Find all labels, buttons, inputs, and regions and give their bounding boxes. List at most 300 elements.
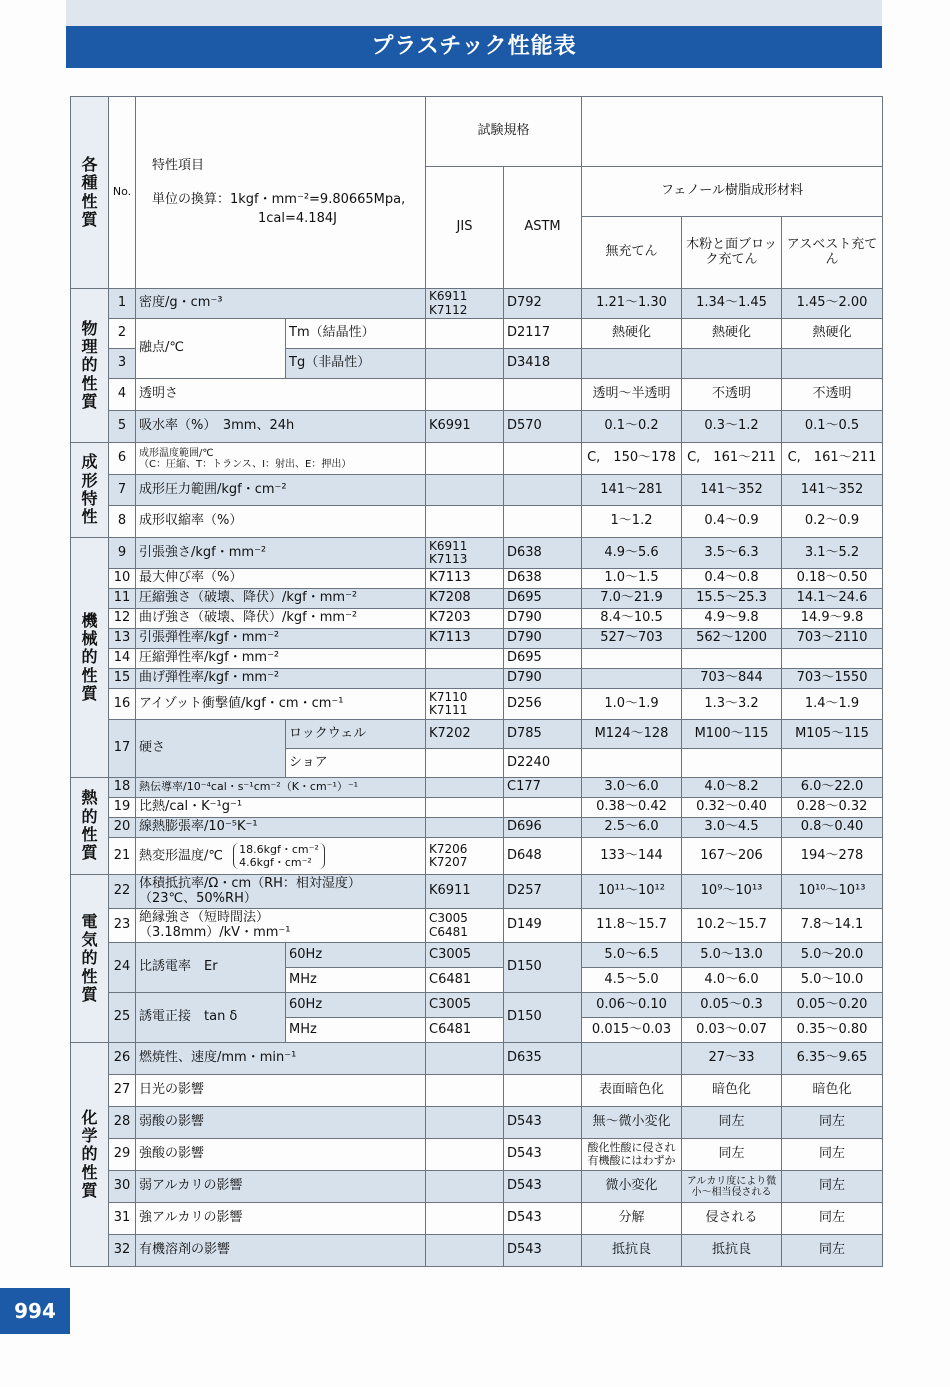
row-astm: D543	[504, 1107, 582, 1139]
value-col1: 分解	[582, 1203, 682, 1235]
value-col2: 1.34～1.45	[682, 289, 782, 319]
property-label: 特性項目	[152, 158, 205, 174]
row-no: 17	[109, 720, 136, 778]
value-col3: 703～2110	[782, 629, 883, 649]
row-astm: D2117	[504, 319, 582, 349]
row-astm: D695	[504, 589, 582, 609]
row-label: 熱伝導率/10⁻⁴cal・s⁻¹cm⁻²（K・cm⁻¹）⁻¹	[136, 778, 426, 798]
row-jis: K7113	[426, 629, 504, 649]
row-label: 曲げ弾性率/kgf・mm⁻²	[136, 669, 426, 689]
table-row	[71, 443, 883, 475]
row-jis	[426, 349, 504, 379]
value-col2: 同左	[682, 1139, 782, 1171]
row-label-line1: 絶縁強さ（短時間法）	[139, 910, 270, 926]
table-row	[71, 289, 883, 319]
load-condition-1: 18.6kgf・cm⁻²	[239, 842, 319, 856]
row-no: 16	[109, 689, 136, 720]
row-jis	[426, 1235, 504, 1267]
value-col3: 0.28～0.32	[782, 798, 883, 818]
row-astm: D149	[504, 909, 582, 943]
table-row	[71, 1107, 883, 1139]
value-col3: 同左	[782, 1107, 883, 1139]
value-col1: M124～128	[582, 720, 682, 749]
value-col1	[582, 749, 682, 778]
value-col1: 透明～半透明	[582, 379, 682, 411]
value-col2: 0.4～0.8	[682, 569, 782, 589]
row-no: 8	[109, 506, 136, 538]
value-col1: C, 150～178	[582, 443, 682, 475]
row-label: アイゾット衝撃値/kgf・cm・cm⁻¹	[136, 689, 426, 720]
row-no: 26	[109, 1043, 136, 1075]
row-no: 4	[109, 379, 136, 411]
row-label: 圧縮強さ（破壊、降伏）/kgf・mm⁻²	[136, 589, 426, 609]
row-label-line2: （C：圧縮、T：トランス、I：射出、E：押出）	[139, 458, 352, 470]
value-col3: 0.2～0.9	[782, 506, 883, 538]
value-col2: 27～33	[682, 1043, 782, 1075]
value-col2: 0.03～0.07	[682, 1018, 782, 1043]
header-test-standard: 試験規格	[426, 97, 582, 167]
row-astm: D570	[504, 411, 582, 443]
row-astm	[504, 443, 582, 475]
row-no: 10	[109, 569, 136, 589]
table-row	[71, 629, 883, 649]
row-astm: D790	[504, 609, 582, 629]
table-row	[71, 689, 883, 720]
value-col1: 5.0～6.5	[582, 943, 682, 968]
value-col1	[582, 1043, 682, 1075]
value-col1: 1.0～1.9	[582, 689, 682, 720]
row-label-line1: 成形温度範囲/℃	[139, 447, 214, 459]
table-row	[71, 609, 883, 629]
table-row	[71, 778, 883, 798]
row-label: 最大伸び率（%）	[136, 569, 426, 589]
row-sublabel: 60Hz	[286, 943, 426, 968]
header-jis: JIS	[426, 167, 504, 289]
value-col2: 562～1200	[682, 629, 782, 649]
category-physical: 物理的性質	[71, 289, 109, 443]
row-astm: D648	[504, 838, 582, 875]
header-no: No.	[109, 97, 136, 289]
table-row	[71, 1203, 883, 1235]
row-label: 日光の影響	[136, 1075, 426, 1107]
row-label: 透明さ	[136, 379, 426, 411]
row-no: 32	[109, 1235, 136, 1267]
value-col3: 703～1550	[782, 669, 883, 689]
row-astm: D543	[504, 1235, 582, 1267]
row-no: 1	[109, 289, 136, 319]
table-row	[71, 1171, 883, 1203]
row-jis: K7203	[426, 609, 504, 629]
table-row	[71, 818, 883, 838]
row-label: 誘電正接 tan δ	[136, 993, 286, 1043]
value-col1: 1.21～1.30	[582, 289, 682, 319]
value-col3: 1.45～2.00	[782, 289, 883, 319]
value-col1: 微小変化	[582, 1171, 682, 1203]
value-col3: 同左	[782, 1203, 883, 1235]
value-col3: 同左	[782, 1235, 883, 1267]
row-astm	[504, 475, 582, 506]
value-col3: 不透明	[782, 379, 883, 411]
row-no: 18	[109, 778, 136, 798]
value-col2: 抵抗良	[682, 1235, 782, 1267]
value-col1: 酸化性酸に侵され有機酸にはわずか	[582, 1139, 682, 1171]
row-label: 強アルカリの影響	[136, 1203, 426, 1235]
row-sublabel: ロックウェル	[286, 720, 426, 749]
table-row	[71, 589, 883, 609]
row-jis: C6481	[426, 968, 504, 993]
row-no: 7	[109, 475, 136, 506]
row-astm: D638	[504, 538, 582, 569]
row-no: 14	[109, 649, 136, 669]
load-conditions	[233, 843, 325, 869]
row-label-text: 熱変形温度/℃	[139, 848, 223, 864]
row-label-line2: （23℃、50%RH）	[139, 890, 257, 906]
page-title: プラスチック性能表	[66, 26, 882, 68]
row-jis: C3005	[426, 943, 504, 968]
row-astm: D256	[504, 689, 582, 720]
table-row	[71, 720, 883, 749]
value-col2: アルカリ度により微小～相当侵される	[682, 1171, 782, 1203]
table-row	[71, 943, 883, 968]
value-col2: 侵される	[682, 1203, 782, 1235]
value-col2: C, 161～211	[682, 443, 782, 475]
row-jis	[426, 1075, 504, 1107]
row-astm: D785	[504, 720, 582, 749]
table-row	[71, 506, 883, 538]
value-col1: 133～144	[582, 838, 682, 875]
row-label: 硬さ	[136, 720, 286, 778]
value-col2: 熱硬化	[682, 319, 782, 349]
value-col1: 7.0～21.9	[582, 589, 682, 609]
value-col1: 8.4～10.5	[582, 609, 682, 629]
value-col1: 1～1.2	[582, 506, 682, 538]
row-jis	[426, 379, 504, 411]
row-label: 燃焼性、速度/mm・min⁻¹	[136, 1043, 426, 1075]
row-no: 11	[109, 589, 136, 609]
value-col3: 0.1～0.5	[782, 411, 883, 443]
table-row	[71, 1139, 883, 1171]
row-no: 20	[109, 818, 136, 838]
value-col2: 5.0～13.0	[682, 943, 782, 968]
row-label	[136, 875, 426, 909]
table-row	[71, 379, 883, 411]
row-jis: K6991	[426, 411, 504, 443]
value-col3: 熱硬化	[782, 319, 883, 349]
value-col2: 3.0～4.5	[682, 818, 782, 838]
row-jis	[426, 669, 504, 689]
row-no: 9	[109, 538, 136, 569]
row-label: 曲げ強さ（破壊、降伏）/kgf・mm⁻²	[136, 609, 426, 629]
value-col1: 0.015～0.03	[582, 1018, 682, 1043]
row-jis	[426, 475, 504, 506]
value-col1: 抵抗良	[582, 1235, 682, 1267]
row-no: 28	[109, 1107, 136, 1139]
row-astm: D638	[504, 569, 582, 589]
row-no: 19	[109, 798, 136, 818]
value-col3: M105～115	[782, 720, 883, 749]
table-row	[71, 1235, 883, 1267]
value-col3: 10¹⁰～10¹³	[782, 875, 883, 909]
row-astm: D790	[504, 629, 582, 649]
row-jis	[426, 778, 504, 798]
value-col1: 4.5～5.0	[582, 968, 682, 993]
value-col3: 同左	[782, 1171, 883, 1203]
value-col3: 1.4～1.9	[782, 689, 883, 720]
table-row	[71, 669, 883, 689]
category-thermal: 熱的性質	[71, 778, 109, 875]
header-category: 各種性質	[71, 97, 109, 289]
value-col1: 527～703	[582, 629, 682, 649]
value-col2: 3.5～6.3	[682, 538, 782, 569]
value-col1: 熱硬化	[582, 319, 682, 349]
value-col2: 不透明	[682, 379, 782, 411]
value-col2: 4.0～6.0	[682, 968, 782, 993]
row-astm: D257	[504, 875, 582, 909]
value-col1: 0.1～0.2	[582, 411, 682, 443]
row-label-line2: （3.18mm）/kV・mm⁻¹	[139, 924, 291, 940]
table-row	[71, 475, 883, 506]
value-col3: 0.05～0.20	[782, 993, 883, 1018]
value-col1: 0.06～0.10	[582, 993, 682, 1018]
value-col1: 2.5～6.0	[582, 818, 682, 838]
value-col2: 0.05～0.3	[682, 993, 782, 1018]
row-no: 21	[109, 838, 136, 875]
row-label: 比誘電率 Er	[136, 943, 286, 993]
header-blank	[582, 97, 883, 167]
row-no: 30	[109, 1171, 136, 1203]
value-col2: 1.3～3.2	[682, 689, 782, 720]
header-astm: ASTM	[504, 167, 582, 289]
row-label: 融点/℃	[136, 319, 286, 379]
row-label: 引張弾性率/kgf・mm⁻²	[136, 629, 426, 649]
table-row	[71, 798, 883, 818]
value-col1: 10¹¹～10¹²	[582, 875, 682, 909]
value-col1: 表面暗色化	[582, 1075, 682, 1107]
value-col3	[782, 749, 883, 778]
table-row	[71, 538, 883, 569]
value-col3: 0.35～0.80	[782, 1018, 883, 1043]
header-col1: 無充てん	[582, 217, 682, 289]
row-jis: K6911	[426, 875, 504, 909]
header-col2: 木粉と面ブロック充てん	[682, 217, 782, 289]
value-col1: 3.0～6.0	[582, 778, 682, 798]
row-label	[136, 909, 426, 943]
row-no: 27	[109, 1075, 136, 1107]
table-row	[71, 411, 883, 443]
row-label: 吸水率（%） 3mm、24h	[136, 411, 426, 443]
value-col3: 6.35～9.65	[782, 1043, 883, 1075]
row-astm: D790	[504, 669, 582, 689]
row-astm: D543	[504, 1171, 582, 1203]
row-jis: K7113	[426, 569, 504, 589]
value-col2: 0.4～0.9	[682, 506, 782, 538]
row-label: 圧縮弾性率/kgf・mm⁻²	[136, 649, 426, 669]
value-col3: 194～278	[782, 838, 883, 875]
row-sublabel: 60Hz	[286, 993, 426, 1018]
row-jis: K7208	[426, 589, 504, 609]
value-col3: 14.1～24.6	[782, 589, 883, 609]
unit-conversion-2: 1cal=4.184J	[258, 211, 337, 227]
value-col1	[582, 669, 682, 689]
value-col2: 4.9～9.8	[682, 609, 782, 629]
row-sublabel: Tg（非晶性）	[286, 349, 426, 379]
table-row	[71, 909, 883, 943]
table-row	[71, 875, 883, 909]
value-col2: 15.5～25.3	[682, 589, 782, 609]
row-jis	[426, 1171, 504, 1203]
row-jis: C6481	[426, 1018, 504, 1043]
row-no: 23	[109, 909, 136, 943]
value-col2: 10⁹～10¹³	[682, 875, 782, 909]
row-jis	[426, 443, 504, 475]
value-col2: 0.3～1.2	[682, 411, 782, 443]
row-jis: K7202	[426, 720, 504, 749]
row-jis: K6911 K7112	[426, 289, 504, 319]
value-col1: 11.8～15.7	[582, 909, 682, 943]
row-sublabel: Tm（結晶性）	[286, 319, 426, 349]
row-label-line1: 体積抵抗率/Ω・cm（RH：相対湿度）	[139, 876, 361, 892]
table-row	[71, 649, 883, 669]
row-label: 強酸の影響	[136, 1139, 426, 1171]
header-material-group: フェノール樹脂成形材料	[582, 167, 883, 217]
row-astm: C177	[504, 778, 582, 798]
row-astm: D3418	[504, 349, 582, 379]
value-col3: 6.0～22.0	[782, 778, 883, 798]
row-no: 12	[109, 609, 136, 629]
value-col2	[682, 649, 782, 669]
value-col3: 141～352	[782, 475, 883, 506]
category-molding: 成形特性	[71, 443, 109, 538]
row-label: 比熱/cal・K⁻¹g⁻¹	[136, 798, 426, 818]
value-col2: 10.2～15.7	[682, 909, 782, 943]
table-row	[71, 993, 883, 1018]
row-astm	[504, 506, 582, 538]
row-jis	[426, 798, 504, 818]
row-jis	[426, 506, 504, 538]
header-col3: アスベスト充てん	[782, 217, 883, 289]
row-jis: K6911 K7113	[426, 538, 504, 569]
row-no: 22	[109, 875, 136, 909]
value-col3: 14.9～9.8	[782, 609, 883, 629]
value-col2: 167～206	[682, 838, 782, 875]
row-label: 線熱膨張率/10⁻⁵K⁻¹	[136, 818, 426, 838]
value-col3: 0.8～0.40	[782, 818, 883, 838]
top-band	[66, 0, 882, 26]
footnote-area	[70, 1268, 880, 1278]
table-row	[71, 838, 883, 875]
value-col3: 5.0～20.0	[782, 943, 883, 968]
value-col3: 7.8～14.1	[782, 909, 883, 943]
value-col2: 暗色化	[682, 1075, 782, 1107]
value-col3: 暗色化	[782, 1075, 883, 1107]
row-label: 有機溶剤の影響	[136, 1235, 426, 1267]
row-astm: D150	[504, 993, 582, 1043]
value-col2: M100～115	[682, 720, 782, 749]
value-col1	[582, 349, 682, 379]
value-col2: 同左	[682, 1107, 782, 1139]
row-label: 成形圧力範囲/kgf・cm⁻²	[136, 475, 426, 506]
table-row	[71, 1043, 883, 1075]
value-col2: 0.32～0.40	[682, 798, 782, 818]
row-astm: D635	[504, 1043, 582, 1075]
value-col1: 4.9～5.6	[582, 538, 682, 569]
value-col2	[682, 749, 782, 778]
header-property	[136, 97, 426, 289]
value-col3: 同左	[782, 1139, 883, 1171]
table-row	[71, 1075, 883, 1107]
row-jis	[426, 818, 504, 838]
row-no: 5	[109, 411, 136, 443]
unit-conversion-1: 単位の換算：1kgf・mm⁻²=9.80665Mpa,	[152, 191, 406, 207]
row-no: 3	[109, 349, 136, 379]
row-no: 24	[109, 943, 136, 993]
row-astm	[504, 379, 582, 411]
row-jis	[426, 749, 504, 778]
value-col3: 3.1～5.2	[782, 538, 883, 569]
plastics-performance-table	[70, 96, 883, 1267]
row-jis	[426, 319, 504, 349]
row-astm: D696	[504, 818, 582, 838]
value-col2	[682, 349, 782, 379]
value-col2: 4.0～8.2	[682, 778, 782, 798]
row-label: 引張強さ/kgf・mm⁻²	[136, 538, 426, 569]
row-sublabel: MHz	[286, 968, 426, 993]
value-col3: C, 161～211	[782, 443, 883, 475]
row-astm	[504, 798, 582, 818]
row-astm: D695	[504, 649, 582, 669]
row-jis	[426, 1107, 504, 1139]
value-col1: 0.38～0.42	[582, 798, 682, 818]
row-no: 29	[109, 1139, 136, 1171]
row-no: 15	[109, 669, 136, 689]
row-jis	[426, 1139, 504, 1171]
value-col1: 無～微小変化	[582, 1107, 682, 1139]
row-jis: K7110 K7111	[426, 689, 504, 720]
table-row	[71, 319, 883, 349]
row-jis: C3005 C6481	[426, 909, 504, 943]
row-sublabel: ショア	[286, 749, 426, 778]
row-jis: C3005	[426, 993, 504, 1018]
table-row	[71, 569, 883, 589]
row-no: 13	[109, 629, 136, 649]
category-chemical: 化学的性質	[71, 1043, 109, 1267]
page-number: 994	[0, 1288, 70, 1334]
value-col2: 703～844	[682, 669, 782, 689]
row-label: 密度/g・cm⁻³	[136, 289, 426, 319]
row-jis: K7206 K7207	[426, 838, 504, 875]
row-jis	[426, 649, 504, 669]
row-no: 25	[109, 993, 136, 1043]
value-col2: 141～352	[682, 475, 782, 506]
row-label: 成形収縮率（%）	[136, 506, 426, 538]
row-no: 31	[109, 1203, 136, 1235]
value-col1: 1.0～1.5	[582, 569, 682, 589]
row-astm: D543	[504, 1139, 582, 1171]
value-col3	[782, 649, 883, 669]
row-astm: D2240	[504, 749, 582, 778]
value-col3	[782, 349, 883, 379]
value-col1	[582, 649, 682, 669]
row-jis	[426, 1203, 504, 1235]
load-condition-2: 4.6kgf・cm⁻²	[239, 856, 312, 869]
row-astm: D150	[504, 943, 582, 993]
value-col1: 141～281	[582, 475, 682, 506]
row-label	[136, 443, 426, 475]
row-no: 6	[109, 443, 136, 475]
value-col3: 5.0～10.0	[782, 968, 883, 993]
row-label: 弱アルカリの影響	[136, 1171, 426, 1203]
row-no: 2	[109, 319, 136, 349]
